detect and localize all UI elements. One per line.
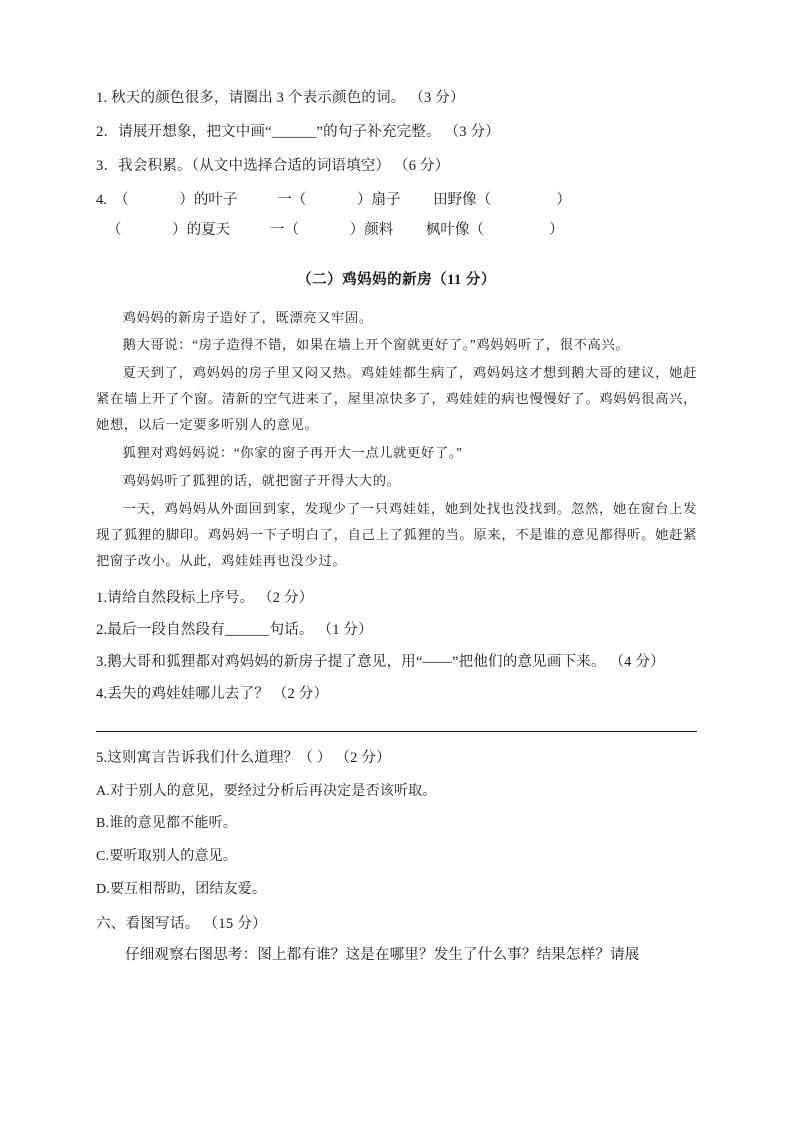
question-item: 4.丢失的鸡娃娃哪儿去了？ （2 分） [96, 685, 329, 702]
question-item: 3.鹅大哥和狐狸都对鸡妈妈的新房子提了意见，用“——”把他们的意见画下来。 （4 分） [96, 653, 665, 670]
choice-option-d: D.要互相帮助，团结友爱。 [96, 881, 267, 897]
section-six-heading: 六、看图写话。 （15 分） [96, 916, 267, 933]
question-item: 3．我会积累。（从文中选择合适的词语填空） （6 分） [96, 158, 450, 175]
question-item: 2．请展开想象，把文中画“______”的句子补充完整。 （3 分） [96, 124, 500, 141]
passage-title: （二）鸡妈妈的新房（11 分） [297, 271, 496, 288]
passage-paragraph: 夏天到了，鸡妈妈的房子里又闷又热。鸡娃娃都生病了，鸡妈妈这才想到鹅大哥的建议，她赶紧在墙上开了个窗。清新的空气进来了，屋里凉快多了，鸡娃娃的病也慢慢好了。鸡妈妈很高兴，她想，以后一定要多听别人的意见。 [96, 365, 697, 433]
choice-option-a: A.对于别人的意见，要经过分析后再决定是否该听取。 [96, 783, 437, 799]
section-six [96, 912, 697, 967]
exercise-group-b [96, 588, 697, 899]
choice-question: 5.这则寓言告诉我们什么道理？（ ） （2 分） [96, 749, 391, 766]
passage-paragraph: 鸡妈妈听了狐狸的话，就把窗子开得大大的。 [122, 473, 401, 489]
choice-option-c: C.要听取别人的意见。 [96, 849, 238, 865]
question-item: 1.请给自然段标上序号。 （2 分） [96, 589, 314, 606]
exercise-group-a [96, 88, 697, 242]
passage-paragraph: 狐狸对鸡妈妈说：“你家的窗子再开大一点儿就更好了。” [122, 445, 463, 461]
question-item: 1. 秋天的颜色很多，请圈出 3 个表示颜色的词。 （3 分） [96, 90, 465, 106]
passage-paragraph: 鸡妈妈的新房子造好了，既漂亮又牢固。 [122, 309, 373, 325]
passage-paragraph: 鹅大哥说：“房子造得不错，如果在墙上开个窗就更好了。”鸡妈妈听了，很不高兴。 [122, 337, 630, 353]
section-six-prompt: 仔细观察右图思考：图上都有谁？这是在哪里？发生了什么事？结果怎样？请展 [125, 947, 640, 964]
fill-in-row: （ ）的夏天 一（ ）颜料 枫叶像（ ） [96, 221, 564, 238]
passage-body [96, 305, 697, 574]
fill-in-row: 4. （ ）的叶子 一（ ）扇子 田野像（ ） [96, 192, 571, 209]
answer-line [96, 731, 697, 732]
choice-option-b: B.谁的意见都不能听。 [96, 816, 238, 832]
question-item: 2.最后一段自然段有______句话。 （1 分） [96, 621, 373, 638]
passage-paragraph: 一天，鸡妈妈从外面回到家，发现少了一只鸡娃娃，她到处找也没找到。忽然，她在窗台上发现了狐狸的脚印。鸡妈妈一下子明白了，自己上了狐狸的当。原来，不是谁的意见都得听。她赶紧把窗子改小。从此，鸡娃娃再也没少过。 [96, 501, 697, 568]
